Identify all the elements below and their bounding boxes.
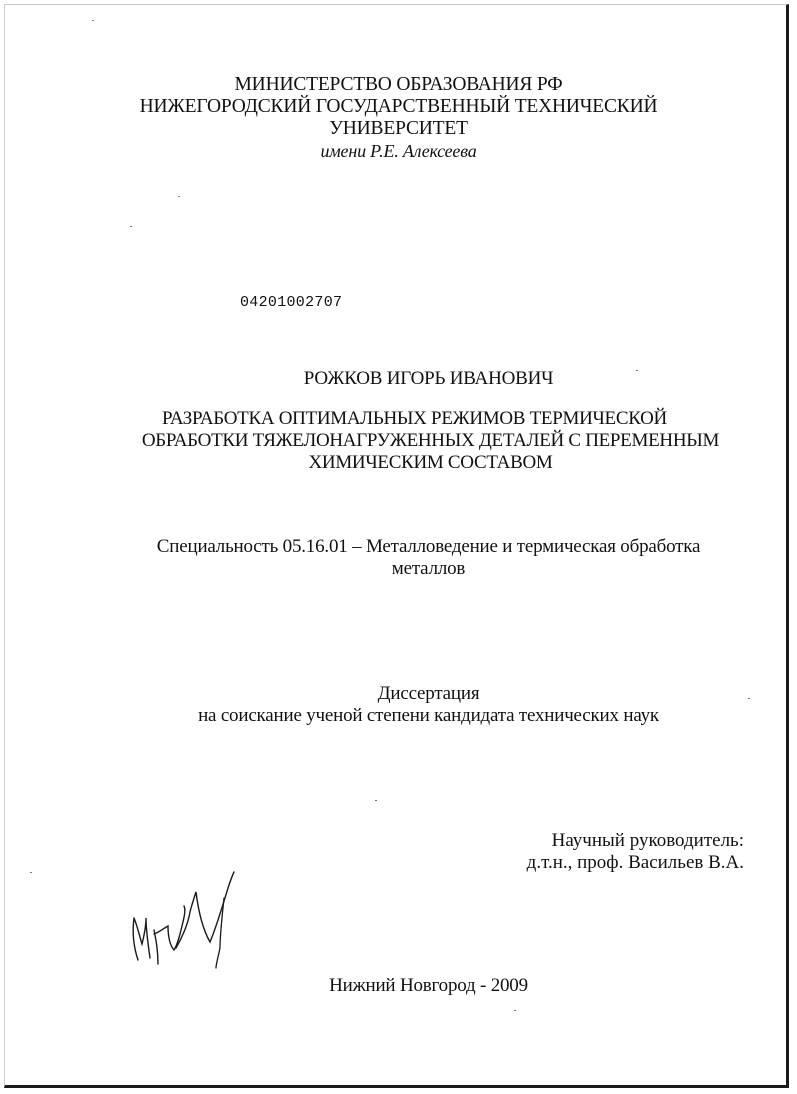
handwritten-signature bbox=[124, 868, 244, 988]
specialty-line1: Специальность 05.16.01 – Металловедение и термическая обработка bbox=[156, 536, 701, 557]
specialty-line2: металлов bbox=[391, 558, 466, 579]
university-name-line1: НИЖЕГОРОДСКИЙ ГОСУДАРСТВЕННЫЙ ТЕХНИЧЕСКИЙ bbox=[139, 96, 658, 117]
work-type-heading: Диссертация bbox=[377, 683, 480, 704]
scan-speck bbox=[130, 226, 132, 227]
university-named-after: имени Р.Е. Алексеева bbox=[320, 141, 477, 161]
scan-speck bbox=[92, 20, 94, 21]
dissertation-title-line3: ХИМИЧЕСКИМ СОСТАВОМ bbox=[308, 452, 553, 473]
university-name-line2: УНИВЕРСИТЕТ bbox=[329, 118, 468, 139]
dissertation-title-line1: РАЗРАБОТКА ОПТИМАЛЬНЫХ РЕЖИМОВ ТЕРМИЧЕСКОЙ bbox=[162, 408, 667, 429]
scan-speck bbox=[514, 1010, 516, 1011]
registration-number: 04201002707 bbox=[240, 294, 343, 311]
work-type-description: на соискание ученой степени кандидата технических наук bbox=[198, 705, 659, 726]
scan-speck bbox=[178, 196, 180, 197]
scan-speck bbox=[375, 800, 377, 801]
city-year: Нижний Новгород - 2009 bbox=[329, 975, 528, 996]
supervisor-label: Научный руководитель: bbox=[551, 830, 744, 851]
dissertation-title-line2: ОБРАБОТКИ ТЯЖЕЛОНАГРУЖЕННЫХ ДЕТАЛЕЙ С ПЕРЕМЕННЫМ bbox=[141, 430, 720, 451]
author-name: РОЖКОВ ИГОРЬ ИВАНОВИЧ bbox=[303, 368, 554, 389]
ministry-heading: МИНИСТЕРСТВО ОБРАЗОВАНИЯ РФ bbox=[234, 74, 563, 95]
scan-speck bbox=[30, 872, 32, 873]
supervisor-name: д.т.н., проф. Васильев В.А. bbox=[526, 852, 744, 873]
